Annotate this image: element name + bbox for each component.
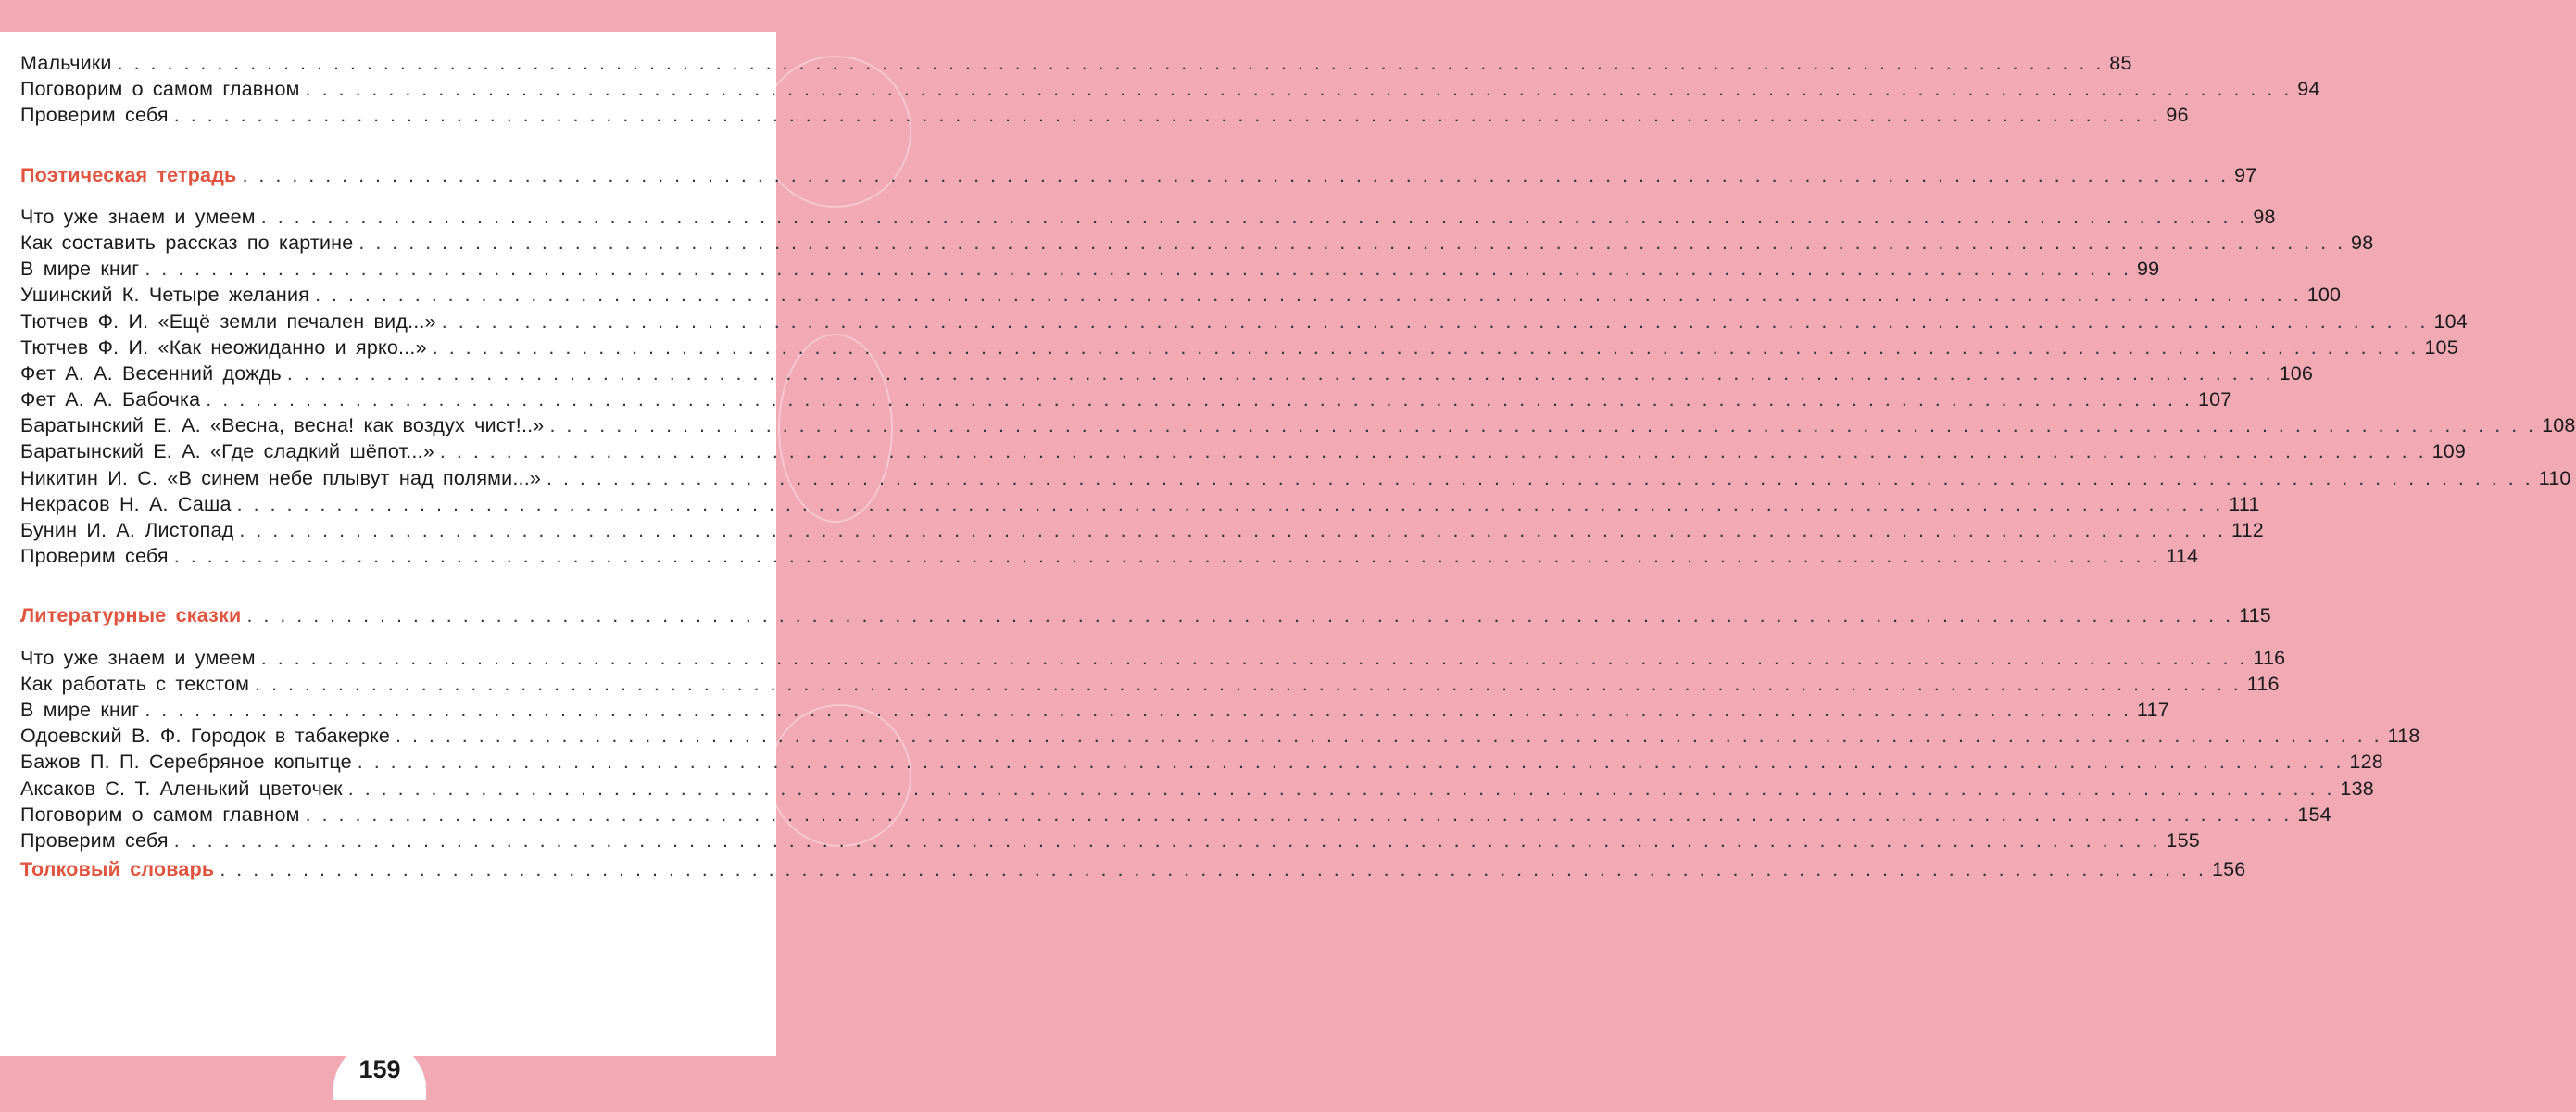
entry-page: 118 bbox=[2387, 725, 2420, 748]
dot-leader: . . . . . . . . . . . . . . . . . . . . . . . . . . . . . . . . . . . . . . . . . . . . . . . . . . . . . . . . . . . . . . . . . . . . . . . . . . . . . . . . . . . . . . . . . . . . . . . . . . . . . . . . . . . . . . . . . . . . . . . . bbox=[347, 777, 2335, 800]
entry-page: 99 bbox=[2136, 258, 2160, 281]
entry-title: Мальчики bbox=[20, 52, 112, 74]
dot-leader: . . . . . . . . . . . . . . . . . . . . . . . . . . . . . . . . . . . . . . . . . . . . . . . . . . . . . . . . . . . . . . . . . . . . . . . . . . . . . . . . . . . . . . . . . . . . . . . . . . . . . . . . . . . . . . . . . . . . . . . . bbox=[242, 163, 2230, 186]
entry-page: 105 bbox=[2424, 335, 2458, 359]
toc-entry bbox=[20, 335, 2458, 362]
entry-title: Аксаков С. Т. Аленький цветочек bbox=[20, 777, 343, 800]
toc-entry bbox=[20, 440, 2467, 466]
entry-page: 111 bbox=[2229, 492, 2260, 515]
entry-page: 112 bbox=[2231, 519, 2264, 541]
toc-entry bbox=[20, 78, 2320, 104]
dot-leader: . . . . . . . . . . . . . . . . . . . . . . . . . . . . . . . . . . . . . . . . . . . . . . . . . . . . . . . . . . . . . . . . . . . . . . . . . . . . . . . . . . . . . . . . . . . . . . . . . . . . . . . . . . . . . . . . . . . . . . . . bbox=[117, 52, 2105, 74]
dot-leader: . . . . . . . . . . . . . . . . . . . . . . . . . . . . . . . . . . . . . . . . . . . . . . . . . . . . . . . . . . . . . . . . . . . . . . . . . . . . . . . . . . . . . . . . . . . . . . . . . . . . . . . . . . . . . . . . . . . . . . . . bbox=[432, 335, 2419, 359]
entry-page: 116 bbox=[2253, 646, 2286, 669]
entry-title: Бажов П. П. Серебряное копытце bbox=[20, 751, 352, 774]
entry-title: Фет А. А. Весенний дождь bbox=[20, 361, 282, 385]
toc-entry bbox=[20, 646, 2286, 673]
toc-entry bbox=[20, 104, 2189, 130]
entry-page: 114 bbox=[2166, 545, 2199, 568]
dot-leader: . . . . . . . . . . . . . . . . . . . . . . . . . . . . . . . . . . . . . . . . . . . . . . . . . . . . . . . . . . . . . . . . . . . . . . . . . . . . . . . . . . . . . . . . . . . . . . . . . . . . . . . . . . . . . . . . . . . . . . . . bbox=[286, 361, 2274, 385]
entry-title: Фет А. А. Бабочка bbox=[20, 388, 201, 411]
toc-entry bbox=[20, 414, 2576, 440]
entry-page: 108 bbox=[2542, 414, 2576, 437]
dot-leader: . . . . . . . . . . . . . . . . . . . . . . . . . . . . . . . . . . . . . . . . . . . . . . . . . . . . . . . . . . . . . . . . . . . . . . . . . . . . . . . . . . . . . . . . . . . . . . . . . . . . . . . . . . . . . . . . . . . . . . . . bbox=[358, 231, 2346, 254]
entry-page: 116 bbox=[2246, 672, 2280, 695]
entry-title: Тютчев Ф. И. «Как неожиданно и ярко...» bbox=[20, 335, 427, 359]
entry-page: 85 bbox=[2109, 52, 2132, 74]
page-number: 159 bbox=[333, 1042, 426, 1100]
toc-entry bbox=[20, 52, 2132, 78]
toc-entry bbox=[20, 672, 2280, 699]
dot-leader: . . . . . . . . . . . . . . . . . . . . . . . . . . . . . . . . . . . . . . . . . . . . . . . . . . . . . . . . . . . . . . . . . . . . . . . . . . . . . . . . . . . . . . . . . . . . . . . . . . . . . . . . . . . . . . . . . . . . . . . . bbox=[441, 310, 2429, 333]
dot-leader: . . . . . . . . . . . . . . . . . . . . . . . . . . . . . . . . . . . . . . . . . . . . . . . . . . . . . . . . . . . . . . . . . . . . . . . . . . . . . . . . . . . . . . . . . . . . . . . . . . . . . . . . . . . . . . . . . . . . . . . . bbox=[305, 78, 2293, 101]
entry-title: Некрасов Н. А. Саша bbox=[20, 492, 232, 515]
toc-entry bbox=[20, 777, 2374, 803]
toc-entry bbox=[20, 492, 2260, 519]
section-title: Поэтическая тетрадь bbox=[20, 163, 237, 186]
section-title: Толковый словарь bbox=[20, 858, 215, 881]
entry-title: Что уже знаем и умеем bbox=[20, 646, 256, 669]
dot-leader: . . . . . . . . . . . . . . . . . . . . . . . . . . . . . . . . . . . . . . . . . . . . . . . . . . . . . . . . . . . . . . . . . . . . . . . . . . . . . . . . . . . . . . . . . . . . . . . . . . . . . . . . . . . . . . . . . . . . . . . . bbox=[396, 725, 2382, 748]
dot-leader: . . . . . . . . . . . . . . . . . . . . . . . . . . . . . . . . . . . . . . . . . . . . . . . . . . . . . . . . . . . . . . . . . . . . . . . . . . . . . . . . . . . . . . . . . . . . . . . . . . . . . . . . . . . . . . . . . . . . . . . . bbox=[173, 545, 2161, 568]
section-page: 115 bbox=[2239, 604, 2271, 627]
entry-page: 138 bbox=[2340, 777, 2374, 800]
entry-title: Как работать с текстом bbox=[20, 672, 250, 695]
toc-entry bbox=[20, 545, 2199, 571]
toc-entry bbox=[20, 284, 2342, 310]
entry-title: Одоевский В. Ф. Городок в табакерке bbox=[20, 725, 391, 748]
entry-title: Баратынский Е. А. «Где сладкий шёпот...» bbox=[20, 440, 434, 463]
entry-title: Поговорим о самом главном bbox=[20, 78, 300, 101]
entry-title: Ушинский К. Четыре желания bbox=[20, 284, 310, 307]
entry-page: 98 bbox=[2351, 231, 2374, 254]
entry-title: Как составить рассказ по картине bbox=[20, 231, 354, 254]
entry-title: В мире книг bbox=[20, 258, 140, 281]
entry-page: 109 bbox=[2431, 440, 2467, 463]
toc-entry bbox=[20, 802, 2331, 829]
entry-title: Баратынский Е. А. «Весна, весна! как воздух чист!..» bbox=[20, 414, 545, 437]
dot-leader: . . . . . . . . . . . . . . . . . . . . . . . . . . . . . . . . . . . . . . . . . . . . . . . . . . . . . . . . . . . . . . . . . . . . . . . . . . . . . . . . . . . . . . . . . . . . . . . . . . . . . . . . . . . . . . . . . . . . . . . . bbox=[439, 440, 2427, 463]
entry-title: Проверим себя bbox=[20, 104, 169, 127]
section-title: Литературные сказки bbox=[20, 604, 242, 627]
dot-leader: . . . . . . . . . . . . . . . . . . . . . . . . . . . . . . . . . . . . . . . . . . . . . . . . . . . . . . . . . . . . . . . . . . . . . . . . . . . . . . . . . . . . . . . . . . . . . . . . . . . . . . . . . . . . . . . . . . . . . . . . bbox=[206, 388, 2193, 411]
toc-section-glossary bbox=[20, 858, 2246, 884]
contents-page bbox=[0, 32, 2576, 1056]
entry-page: 107 bbox=[2197, 388, 2232, 411]
dot-leader: . . . . . . . . . . . . . . . . . . . . . . . . . . . . . . . . . . . . . . . . . . . . . . . . . . . . . . . . . . . . . . . . . . . . . . . . . . . . . . . . . . . . . . . . . . . . . . . . . . . . . . . . . . . . . . . . . . . . . . . . bbox=[145, 258, 2131, 281]
entry-page: 98 bbox=[2253, 205, 2276, 228]
entry-title: Тютчев Ф. И. «Ещё земли печален вид...» bbox=[20, 310, 436, 333]
toc-section-poetic-notebook bbox=[20, 163, 2257, 190]
dot-leader: . . . . . . . . . . . . . . . . . . . . . . . . . . . . . . . . . . . . . . . . . . . . . . . . . . . . . . . . . . . . . . . . . . . . . . . . . . . . . . . . . . . . . . . . . . . . . . . . . . . . . . . . . . . . . . . . . . . . . . . . bbox=[236, 492, 2224, 515]
dot-leader: . . . . . . . . . . . . . . . . . . . . . . . . . . . . . . . . . . . . . . . . . . . . . . . . . . . . . . . . . . . . . . . . . . . . . . . . . . . . . . . . . . . . . . . . . . . . . . . . . . . . . . . . . . . . . . . . . . . . . . . . bbox=[239, 519, 2227, 541]
entry-title: Никитин И. С. «В синем небе плывут над полями...» bbox=[20, 466, 542, 489]
toc-entry bbox=[20, 310, 2468, 336]
dot-leader: . . . . . . . . . . . . . . . . . . . . . . . . . . . . . . . . . . . . . . . . . . . . . . . . . . . . . . . . . . . . . . . . . . . . . . . . . . . . . . . . . . . . . . . . . . . . . . . . . . . . . . . . . . . . . . . . . . . . . . . . bbox=[305, 802, 2293, 826]
dot-leader: . . . . . . . . . . . . . . . . . . . . . . . . . . . . . . . . . . . . . . . . . . . . . . . . . . . . . . . . . . . . . . . . . . . . . . . . . . . . . . . . . . . . . . . . . . . . . . . . . . . . . . . . . . . . . . . . . . . . . . . . bbox=[315, 284, 2302, 307]
section-page: 156 bbox=[2211, 858, 2246, 881]
entry-page: 96 bbox=[2166, 104, 2189, 127]
toc-entry bbox=[20, 205, 2276, 232]
dot-leader: . . . . . . . . . . . . . . . . . . . . . . . . . . . . . . . . . . . . . . . . . . . . . . . . . . . . . . . . . . . . . . . . . . . . . . . . . . . . . . . . . . . . . . . . . . . . . . . . . . . . . . . . . . . . . . . . . . . . . . . . bbox=[357, 751, 2344, 774]
table-of-contents bbox=[20, 52, 2576, 884]
entry-page: 94 bbox=[2297, 78, 2320, 101]
toc-entry bbox=[20, 361, 2314, 388]
dot-leader: . . . . . . . . . . . . . . . . . . . . . . . . . . . . . . . . . . . . . . . . . . . . . . . . . . . . . . . . . . . . . . . . . . . . . . . . . . . . . . . . . . . . . . . . . . . . . . . . . . . . . . . . . . . . . . . . . . . . . . . . bbox=[260, 646, 2248, 669]
entry-page: 117 bbox=[2136, 698, 2169, 721]
toc-entry bbox=[20, 698, 2169, 725]
toc-section-literary-tales bbox=[20, 604, 2271, 630]
toc-entry bbox=[20, 231, 2374, 258]
dot-leader: . . . . . . . . . . . . . . . . . . . . . . . . . . . . . . . . . . . . . . . . . . . . . . . . . . . . . . . . . . . . . . . . . . . . . . . . . . . . . . . . . . . . . . . . . . . . . . . . . . . . . . . . . . . . . . . . . . . . . . . . bbox=[173, 828, 2161, 852]
dot-leader: . . . . . . . . . . . . . . . . . . . . . . . . . . . . . . . . . . . . . . . . . . . . . . . . . . . . . . . . . . . . . . . . . . . . . . . . . . . . . . . . . . . . . . . . . . . . . . . . . . . . . . . . . . . . . . . . . . . . . . . . bbox=[255, 672, 2242, 695]
dot-leader: . . . . . . . . . . . . . . . . . . . . . . . . . . . . . . . . . . . . . . . . . . . . . . . . . . . . . . . . . . . . . . . . . . . . . . . . . . . . . . . . . . . . . . . . . . . . . . . . . . . . . . . . . . . . . . . . . . . . . . . . bbox=[549, 414, 2537, 437]
entry-page: 106 bbox=[2279, 361, 2314, 385]
entry-title: Что уже знаем и умеем bbox=[20, 205, 256, 228]
entry-page: 128 bbox=[2349, 751, 2383, 774]
toc-entry bbox=[20, 258, 2160, 284]
entry-page: 154 bbox=[2297, 802, 2331, 826]
dot-leader: . . . . . . . . . . . . . . . . . . . . . . . . . . . . . . . . . . . . . . . . . . . . . . . . . . . . . . . . . . . . . . . . . . . . . . . . . . . . . . . . . . . . . . . . . . . . . . . . . . . . . . . . . . . . . . . . . . . . . . . . bbox=[145, 698, 2131, 721]
entry-title: Поговорим о самом главном bbox=[20, 802, 300, 826]
entry-page: 110 bbox=[2538, 466, 2571, 489]
toc-group-2 bbox=[20, 205, 2576, 572]
dot-leader: . . . . . . . . . . . . . . . . . . . . . . . . . . . . . . . . . . . . . . . . . . . . . . . . . . . . . . . . . . . . . . . . . . . . . . . . . . . . . . . . . . . . . . . . . . . . . . . . . . . . . . . . . . . . . . . . . . . . . . . . bbox=[547, 466, 2533, 489]
entry-title: Бунин И. А. Листопад bbox=[20, 519, 234, 541]
entry-title: В мире книг bbox=[20, 698, 140, 721]
entry-title: Проверим себя bbox=[20, 545, 169, 568]
toc-entry bbox=[20, 466, 2571, 493]
entry-title: Проверим себя bbox=[20, 828, 169, 852]
toc-entry bbox=[20, 751, 2383, 777]
dot-leader: . . . . . . . . . . . . . . . . . . . . . . . . . . . . . . . . . . . . . . . . . . . . . . . . . . . . . . . . . . . . . . . . . . . . . . . . . . . . . . . . . . . . . . . . . . . . . . . . . . . . . . . . . . . . . . . . . . . . . . . . bbox=[260, 205, 2248, 228]
entry-page: 104 bbox=[2433, 310, 2468, 333]
toc-group-1 bbox=[20, 52, 2320, 131]
toc-entry bbox=[20, 519, 2264, 545]
dot-leader: . . . . . . . . . . . . . . . . . . . . . . . . . . . . . . . . . . . . . . . . . . . . . . . . . . . . . . . . . . . . . . . . . . . . . . . . . . . . . . . . . . . . . . . . . . . . . . . . . . . . . . . . . . . . . . . . . . . . . . . . bbox=[220, 858, 2206, 881]
toc-group-3 bbox=[20, 646, 2420, 856]
entry-page: 155 bbox=[2166, 828, 2200, 852]
toc-entry bbox=[20, 388, 2232, 414]
dot-leader: . . . . . . . . . . . . . . . . . . . . . . . . . . . . . . . . . . . . . . . . . . . . . . . . . . . . . . . . . . . . . . . . . . . . . . . . . . . . . . . . . . . . . . . . . . . . . . . . . . . . . . . . . . . . . . . . . . . . . . . . bbox=[173, 104, 2161, 127]
entry-page: 100 bbox=[2306, 284, 2342, 307]
section-page: 97 bbox=[2234, 163, 2257, 186]
toc-entry bbox=[20, 725, 2420, 751]
toc-entry bbox=[20, 828, 2200, 855]
dot-leader: . . . . . . . . . . . . . . . . . . . . . . . . . . . . . . . . . . . . . . . . . . . . . . . . . . . . . . . . . . . . . . . . . . . . . . . . . . . . . . . . . . . . . . . . . . . . . . . . . . . . . . . . . . . . . . . . . . . . . . . . bbox=[246, 604, 2234, 627]
